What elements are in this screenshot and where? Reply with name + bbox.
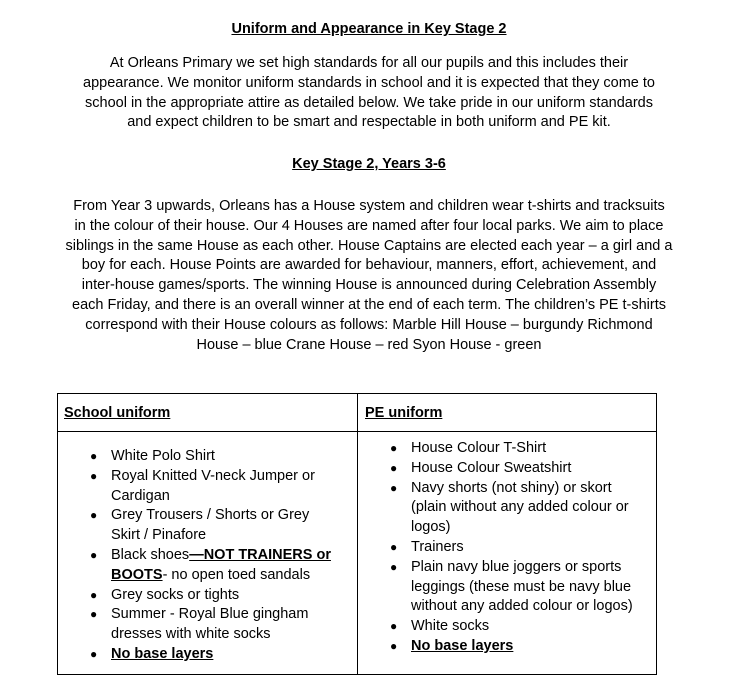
pe-uniform-header: PE uniform <box>365 405 443 421</box>
bullet-icon: ● <box>390 559 398 574</box>
boots-emphasis: BOOTS <box>111 566 163 583</box>
not-trainers-emphasis: —NOT TRAINERS or <box>189 546 331 563</box>
school-uniform-header: School uniform <box>64 405 171 421</box>
item-text: White Polo Shirt <box>111 448 215 464</box>
list-item <box>87 645 347 665</box>
bullet-icon: ● <box>90 607 98 622</box>
list-item <box>387 538 649 558</box>
list-item <box>87 447 347 467</box>
item-text: White socks <box>411 618 490 635</box>
bullet-icon: ● <box>390 480 398 495</box>
bullet-icon: ● <box>90 587 98 602</box>
list-item <box>87 546 347 586</box>
item-text: Cardigan <box>111 487 170 504</box>
house-line: House – blue Crane House – red Syon House - green <box>196 336 542 353</box>
intro-line: At Orleans Primary we set high standards for all our pupils and this includes their <box>109 55 629 71</box>
house-line: siblings in the same House as each other. House Captains are elected each year – a girl and a <box>65 237 673 254</box>
list-item <box>87 467 347 507</box>
item-text-plain: - no open toed sandals <box>162 566 311 583</box>
item-text <box>111 566 347 586</box>
intro-paragraph <box>50 54 688 133</box>
bullet-icon: ● <box>90 547 98 562</box>
item-text: Trainers <box>411 538 464 555</box>
bullet-icon: ● <box>390 460 398 475</box>
school-uniform-list <box>87 447 347 665</box>
intro-line: and expect children to be smart and respectable in both uniform and PE kit. <box>127 114 611 131</box>
list-item <box>87 605 347 645</box>
item-text: dresses with white socks <box>111 626 271 643</box>
list-item <box>387 479 649 538</box>
item-text <box>111 546 347 566</box>
house-paragraph <box>50 197 688 355</box>
list-item <box>387 637 649 657</box>
house-line: each Friday, and there is an overall winner at the end of each term. The children’s PE t-shirts <box>72 296 666 313</box>
list-item <box>387 459 649 479</box>
list-item <box>387 617 649 637</box>
item-text: (plain without any added colour or <box>411 499 629 516</box>
intro-line: appearance. We monitor uniform standards in school and it is expected that they come to <box>83 74 655 91</box>
item-text: Grey Trousers / Shorts or Grey <box>111 507 310 524</box>
bullet-icon: ● <box>90 508 98 523</box>
item-text: without any added colour or logos) <box>411 598 633 615</box>
bullet-icon: ● <box>390 539 398 554</box>
bullet-icon: ● <box>90 646 98 661</box>
house-line: in the colour of their house. Our 4 Houses are named after four local parks. We aim to place <box>74 217 664 234</box>
item-text: Plain navy blue joggers or sports <box>411 558 622 575</box>
item-text: Summer - Royal Blue gingham <box>111 606 309 623</box>
list-item <box>387 558 649 617</box>
bullet-icon: ● <box>390 619 398 634</box>
item-text: House Colour Sweatshirt <box>411 459 572 476</box>
page-title: Uniform and Appearance in Key Stage 2 <box>231 21 507 37</box>
no-base-layers-emphasis: No base layers <box>411 637 514 654</box>
item-text: Royal Knitted V-neck Jumper or <box>111 467 315 484</box>
list-item <box>387 439 649 459</box>
section-subtitle: Key Stage 2, Years 3-6 <box>292 156 446 172</box>
item-text: Grey socks or tights <box>111 586 240 603</box>
list-item <box>87 506 347 546</box>
house-line: boy for each. House Points are awarded for behaviour, manners, effort, achievement, and <box>81 257 657 274</box>
house-line: From Year 3 upwards, Orleans has a House system and children wear t-shirts and tracksuits <box>73 198 665 214</box>
bullet-icon: ● <box>390 638 398 653</box>
item-text: House Colour T-Shirt <box>411 440 547 456</box>
table-divider-horizontal <box>58 431 656 432</box>
bullet-icon: ● <box>390 441 398 455</box>
uniform-table <box>57 393 657 675</box>
bullet-icon: ● <box>90 468 98 483</box>
no-base-layers-emphasis: No base layers <box>111 645 214 662</box>
bullet-icon: ● <box>90 449 98 463</box>
intro-line: school in the appropriate attire as detailed below. We take pride in our uniform standards <box>85 94 653 111</box>
house-line: inter-house games/sports. The winning House is announced during Celebration Assembly <box>81 277 657 294</box>
pe-uniform-list <box>387 439 649 657</box>
item-text: leggings (these must be navy blue <box>411 578 632 595</box>
list-item <box>87 586 347 606</box>
item-text: Skirt / Pinafore <box>111 527 207 544</box>
item-text-plain: Black shoes <box>111 546 190 563</box>
item-text: logos) <box>411 519 451 536</box>
item-text: Navy shorts (not shiny) or skort <box>411 479 612 496</box>
house-line: correspond with their House colours as follows: Marble Hill House – burgundy Richmond <box>85 316 653 333</box>
table-divider-vertical <box>357 394 358 674</box>
